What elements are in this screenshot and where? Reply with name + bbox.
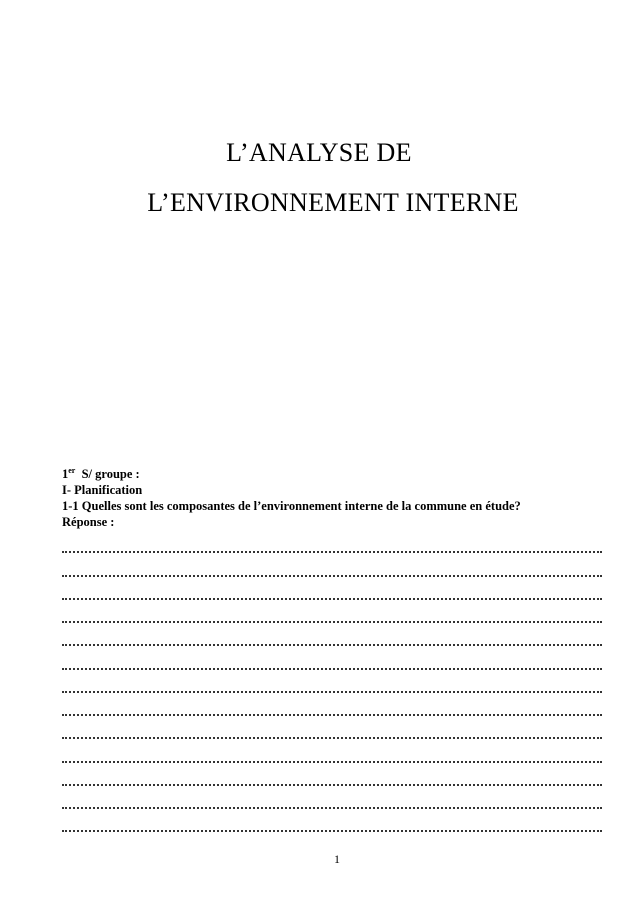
answer-line (62, 716, 602, 739)
answer-line (62, 739, 602, 762)
answer-line (62, 600, 602, 623)
answer-line (62, 763, 602, 786)
answer-line (62, 623, 602, 646)
group-label (62, 466, 602, 482)
answer-line (62, 553, 602, 576)
title-line-2: L’ENVIRONNEMENT INTERNE (147, 188, 519, 217)
answer-line (62, 530, 602, 553)
answer-line (62, 786, 602, 809)
answer-label: Réponse : (62, 515, 115, 529)
question-text: 1-1 Quelles sont les composantes de l’environnement interne de la commune en étude? (62, 499, 521, 513)
group-text: S/ groupe : (75, 467, 140, 481)
question-block (62, 466, 602, 530)
title-line-1: L’ANALYSE DE (226, 138, 412, 167)
group-number: 1 (62, 467, 69, 481)
answer-line (62, 809, 602, 832)
page-number: 1 (334, 852, 340, 866)
answer-line (62, 577, 602, 600)
answer-line (62, 670, 602, 693)
group-superscript: er (68, 466, 76, 475)
answer-lines (62, 530, 602, 832)
section-heading: I- Planification (62, 483, 143, 497)
answer-line (62, 693, 602, 716)
answer-line (62, 646, 602, 669)
